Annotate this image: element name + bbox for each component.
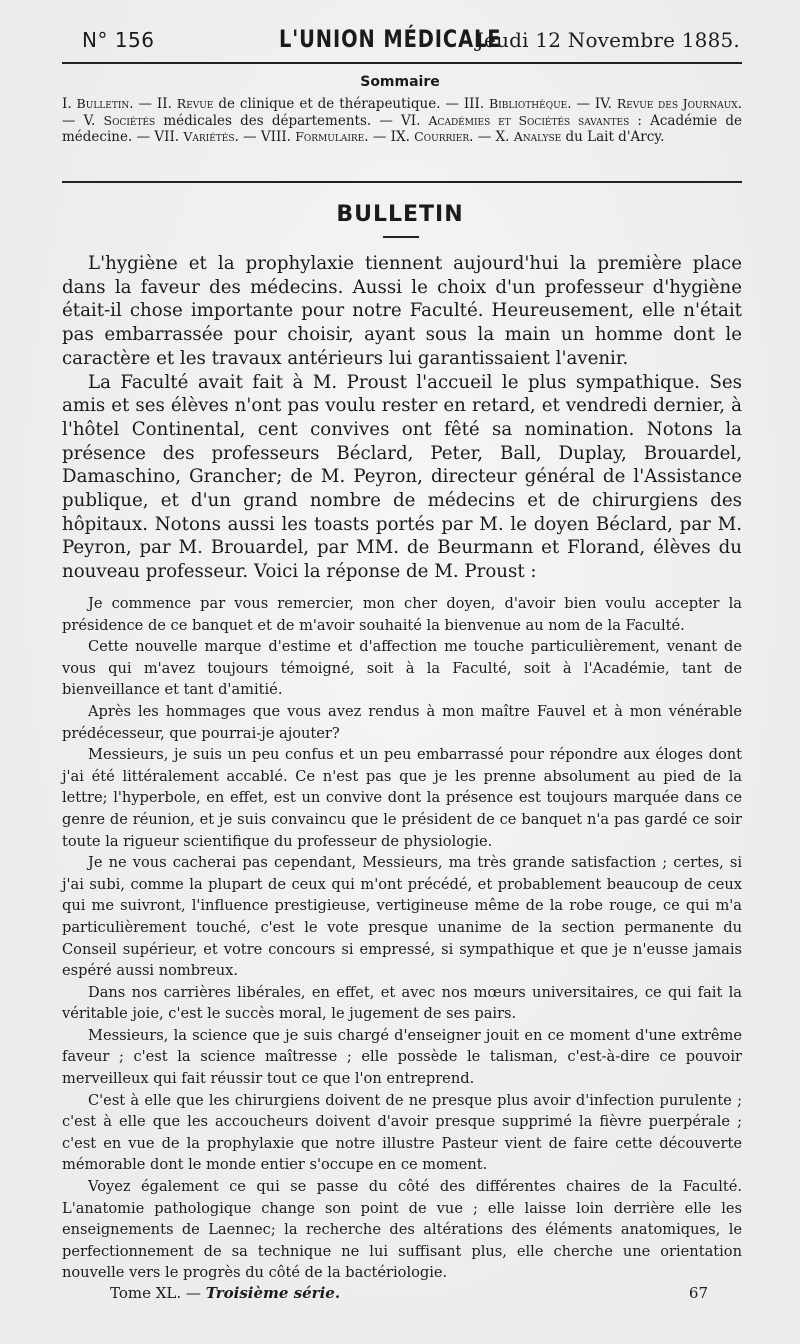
speech-paragraph: Après les hommages que vous avez rendus à mon maître Fauvel et à mon vénérable prédécesseur, que pourrai-je ajouter? bbox=[62, 702, 742, 742]
footer-volume bbox=[110, 1284, 340, 1302]
bulletin-underline bbox=[383, 236, 419, 238]
sommaire-label: Bibliothèque bbox=[489, 96, 568, 111]
sommaire-text: : Académie de médecine. — VII. bbox=[62, 112, 743, 145]
issue-number: N° 156 bbox=[82, 28, 155, 52]
sommaire-text: . — VIII. bbox=[234, 129, 296, 145]
speech-paragraph: Messieurs, la science que je suis chargé d'enseigner jouit en ce moment d'une extrême faveur ; c'est la science maîtresse ; elle possède le talisman, c'est-à-dire ce pouvoir merveilleux qui fait réussir tout ce que l'on entreprend. bbox=[62, 1026, 742, 1088]
sommaire-label: Revue des Journaux bbox=[616, 96, 738, 111]
speech-paragraph: Voyez également ce qui se passe du côté des différentes chaires de la Faculté. L'anatomie pathologique change son point de vue ; elle laisse loin derrière elle les enseignements de Laennec; la recherche des altérations des éléments anatomiques, le perfectionnement de sa technique ne lui suffisant plus, elle cherche une orientation nouvelle vers le progrès du côté de la bactériologie. bbox=[62, 1178, 742, 1282]
sommaire-label: Bulletin bbox=[76, 96, 130, 111]
header-rule bbox=[62, 62, 742, 64]
sommaire-text: . — IV. bbox=[567, 96, 617, 112]
speech-paragraph: Cette nouvelle marque d'estime et d'affection me touche particulièrement, venant de vous qui m'avez toujours témoigné, soit à la Faculté, soit à l'Académie, tant de bienveillance et tant d'amitié. bbox=[62, 638, 742, 699]
sommaire-text: . — X. bbox=[469, 129, 514, 145]
page-header bbox=[74, 24, 740, 64]
sommaire-label: Académies et Sociétés savantes bbox=[428, 112, 630, 128]
speech-paragraph: C'est à elle que les chirurgiens doivent de ne presque plus avoir d'infection purulente ; c'est à elle que les accoucheurs doivent d'avoir presque supprimé la fièvre puerpérale ; c'est en vue de la prophylaxie que notre illustre Pasteur vient de faire cette découverte mémorable dont le monde entier s'occupe en ce moment. bbox=[62, 1091, 742, 1174]
sommaire-label: Analyse bbox=[513, 129, 562, 144]
sommaire-text: I. bbox=[62, 96, 77, 112]
sommaire-text: de clinique et de thérapeutique. — III. bbox=[213, 96, 490, 112]
bulletin-paragraph: L'hygiène et la prophylaxie tiennent aujourd'hui la première place dans la faveur des médecins. Aussi le choix d'un professeur d'hygiène était-il chose importante pour notre Faculté. Heureusement, elle n'était pas embarrassée pour choisir, ayant sous la main un homme dont le caractère et les travaux antérieurs lui garantissaient l'avenir. bbox=[62, 253, 742, 369]
speech-paragraph: Dans nos carrières libérales, en effet, et avec nos mœurs universitaires, ce qui fait la véritable joie, c'est le succès moral, le jugement de ses pairs. bbox=[62, 983, 742, 1023]
journal-title: L'UNION MÉDICALE bbox=[279, 25, 502, 53]
speech-body bbox=[62, 593, 742, 1284]
sommaire-text: . — II. bbox=[129, 96, 177, 112]
sommaire-text: . — V. bbox=[62, 96, 743, 129]
sommaire-title: Sommaire bbox=[360, 74, 440, 90]
sommaire-label: Sociétés bbox=[103, 112, 156, 128]
sommaire-label: Revue bbox=[176, 96, 214, 111]
bulletin-body bbox=[62, 252, 742, 584]
sommaire-text: médicales des départements. — VI. bbox=[155, 112, 429, 129]
bulletin-paragraph: La Faculté avait fait à M. Proust l'accueil le plus sympathique. Ses amis et ses élèves n'ont pas voulu rester en retard, et vendredi dernier, à l'hôtel Continental, cent convives ont fêté sa nomination. Notons la présence des professeurs Béclard, Peter, Ball, Duplay, Brouardel, Damaschino, Grancher; de M. Peyron, directeur général de l'Assistance publique, et d'un grand nombre de médecins et de chirurgiens des hôpitaux. Notons aussi les toasts portés par M. le doyen Béclard, par M. Peyron, par M. Brouardel, par MM. de Beurmann et Florand, élèves du nouveau professeur. Voici la réponse de M. Proust : bbox=[62, 371, 742, 583]
sommaire-label: Courrier bbox=[414, 129, 470, 144]
sommaire-paragraph bbox=[62, 96, 742, 146]
footer-serie: Troisième série. bbox=[205, 1284, 341, 1302]
speech-paragraph: Je commence par vous remercier, mon cher doyen, d'avoir bien voulu accepter la présidence de ce banquet et de m'avoir souhaité la bienvenue au nom de la Faculté. bbox=[62, 595, 742, 634]
sommaire-label: Variétés bbox=[183, 129, 235, 144]
speech-paragraph: Je ne vous cacherai pas cependant, Messieurs, ma très grande satisfaction ; certes, si j'ai subi, comme la plupart de ceux qui m'ont précédé, et probablement beaucoup de ceux qui me suivront, l'influence prestigieuse, vertigineuse même de la robe rouge, ce qui m'a particulièrement touché, c'est le vote presque unanime de la section permanente du Conseil supérieur, et votre concours si empressé, si sympathique et que je n'eusse jamais espéré aussi nombreux. bbox=[62, 854, 742, 980]
sommaire-body bbox=[62, 96, 742, 146]
section-rule bbox=[62, 181, 742, 183]
page-number: 67 bbox=[688, 1284, 708, 1302]
issue-date: Jeudi 12 Novembre 1885. bbox=[475, 28, 740, 52]
speech-paragraph: Messieurs, je suis un peu confus et un peu embarrassé pour répondre aux éloges dont j'ai été littéralement accablé. Ce n'est pas que je les prenne absolument au pied de la lettre; l'hyperbole, en effet, est un convive dont la présence est toujours marquée dans ce genre de réunion, et je suis convaincu que le président de ce banquet n'a pas gardé ce soir toute la rigueur scientifique du professeur de physiologie. bbox=[62, 746, 742, 850]
footer-tome: Tome XL. — bbox=[110, 1284, 206, 1302]
sommaire-text: . — IX. bbox=[364, 129, 415, 145]
bulletin-title: BULLETIN bbox=[336, 202, 464, 227]
sommaire-text: du Lait d'Arcy. bbox=[561, 129, 665, 145]
sommaire-label: Formulaire bbox=[295, 129, 365, 144]
